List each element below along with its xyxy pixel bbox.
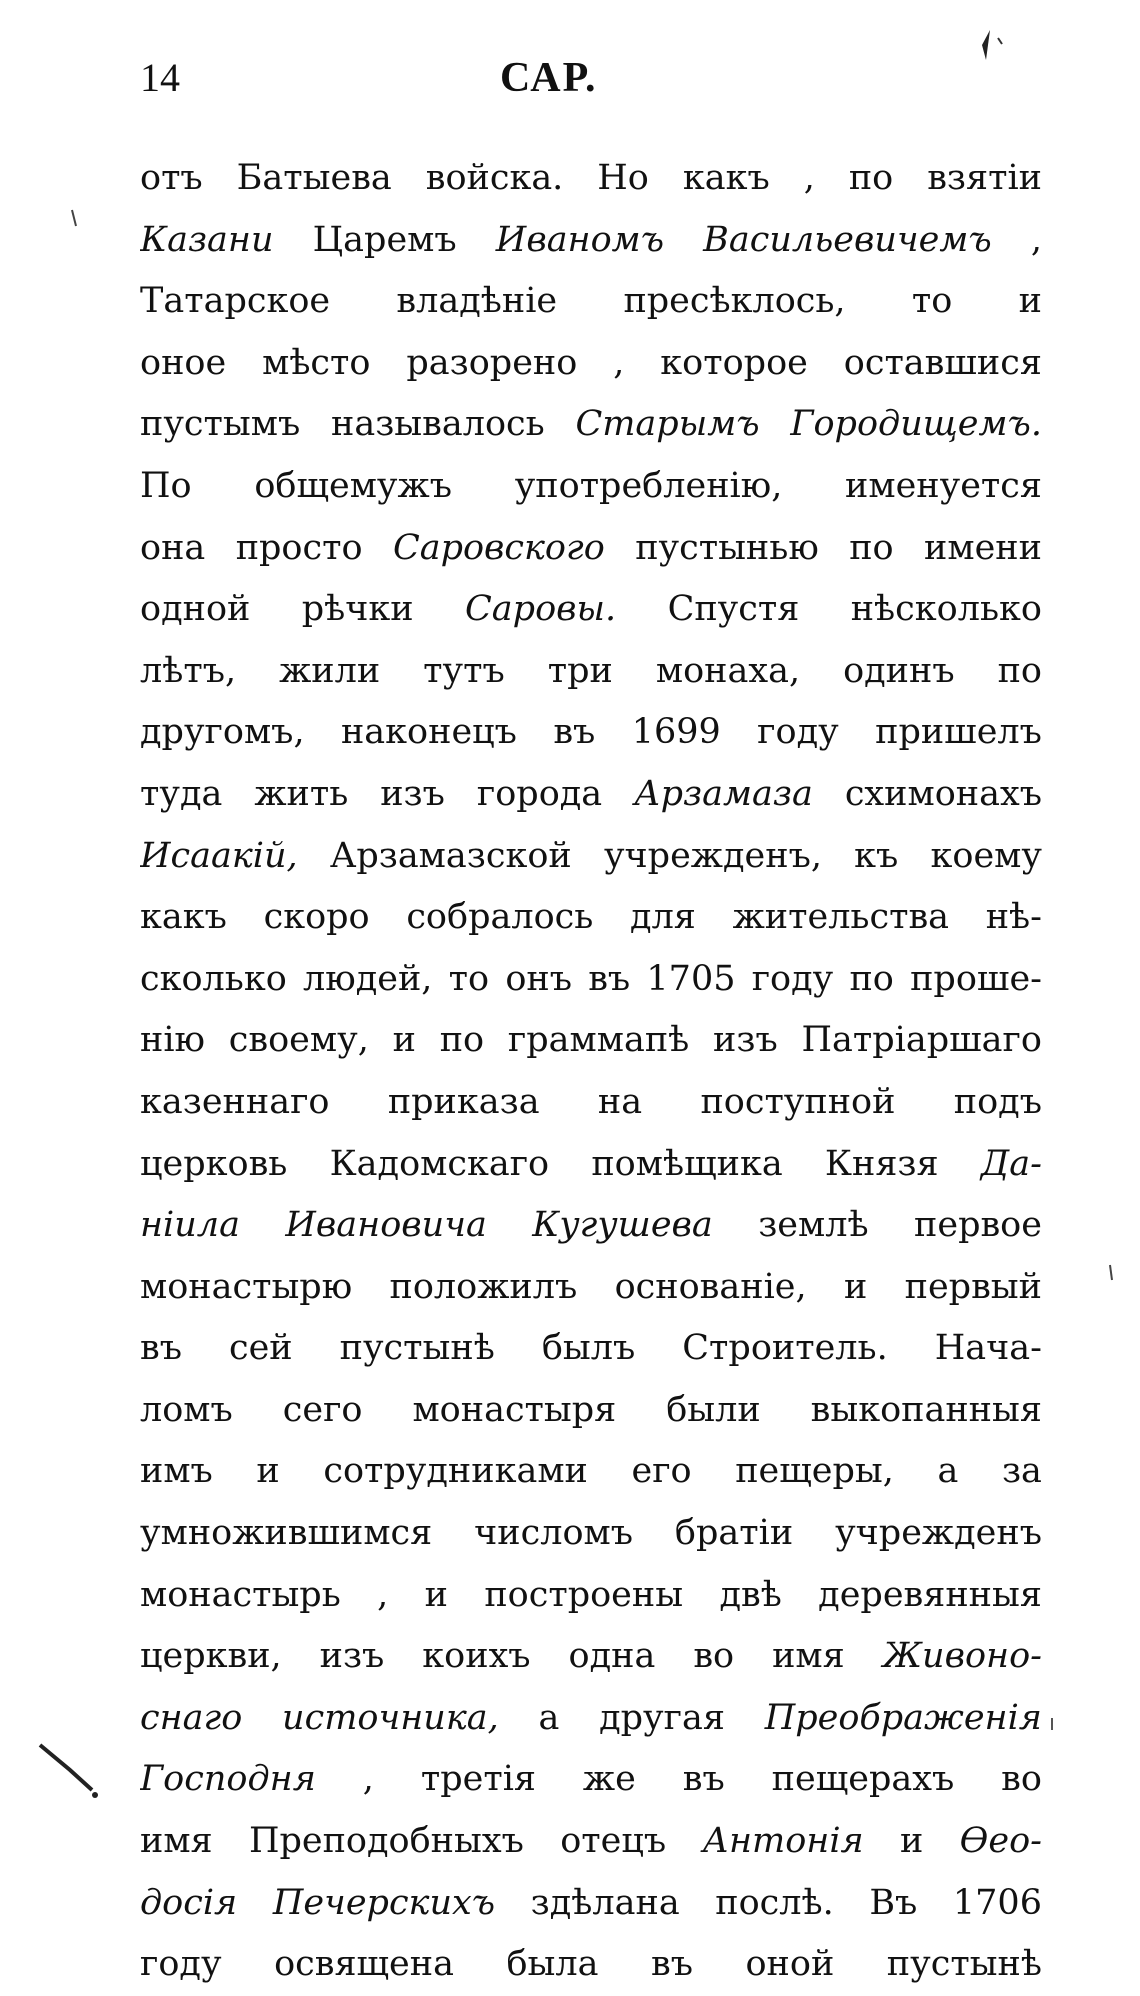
word: двѣ [719,1574,782,1615]
word: Кадомскаго [329,1143,550,1184]
word: послѣ. [715,1882,834,1923]
word: , [362,1759,374,1800]
word: и [424,1574,448,1615]
word: пустынью [635,527,819,568]
italic-word: Васильевичемъ [703,219,992,260]
word: употребленію, [514,465,783,506]
word: другомъ, [140,712,305,753]
word: сколько [140,958,287,999]
word: скоро [263,897,370,938]
word: учрежденъ [835,1513,1042,1554]
word: жили [279,650,381,691]
word: монаха, [655,650,801,691]
word: по [849,527,894,568]
word: 1705 [646,958,736,999]
italic-word: источника, [282,1697,499,1738]
word: Татарское [140,281,331,322]
word: владѣніе [396,281,558,322]
text-line [140,1257,1042,1319]
text-line [140,826,1042,888]
word: лѣтъ, [140,650,237,691]
word: его [631,1451,692,1492]
word: и [1018,281,1042,322]
text-line [140,579,1042,641]
word: была [506,1944,599,1985]
word: она [140,527,206,568]
word: 1706 [952,1882,1042,1923]
text-line [140,1626,1042,1688]
word: какъ [682,158,770,198]
word: мѣсто [262,342,371,383]
italic-word: Живоно- [882,1636,1042,1677]
word: коему [930,835,1042,876]
word: просто [235,527,363,568]
word: по [849,958,894,999]
text-line [140,1565,1042,1627]
word: жительства [732,897,950,938]
text-line [140,1318,1042,1380]
word: оной [745,1944,835,1985]
word: Патріаршаго [801,1020,1042,1061]
page-header [140,54,1040,114]
word: положилъ [389,1266,578,1307]
word: наконецъ [340,712,517,753]
word: нѣ- [985,897,1042,938]
italic-word: Господня [140,1759,316,1800]
text-line [140,1072,1042,1134]
word: во [693,1636,735,1677]
word: пресѣклось, [623,281,846,322]
italic-word: Городищемъ. [790,404,1042,445]
word: монастырь [140,1574,341,1615]
text-line [140,1749,1042,1811]
word: рѣчки [301,589,414,630]
word: , [613,342,625,383]
word: жить [254,773,349,814]
text-line [140,1688,1042,1750]
text-line [140,394,1042,456]
word: Царемъ [312,219,457,260]
text-line [140,887,1042,949]
word: по [848,158,894,198]
word: имя [772,1636,845,1677]
word: землѣ [758,1205,869,1246]
text-line [140,271,1042,333]
word: изъ [319,1636,385,1677]
text-line [140,1934,1042,1996]
word: нію [140,1020,205,1061]
word: церковь [140,1143,288,1184]
italic-word: Старымъ [575,404,760,445]
italic-word: снаго [140,1697,243,1738]
text-line [140,333,1042,395]
word: во [1001,1759,1042,1800]
ink-speck [998,38,1002,44]
word: здѣлана [530,1882,680,1923]
word: пустымъ [140,404,301,445]
word: былъ [541,1328,636,1369]
word: деревянныя [818,1574,1042,1615]
italic-word: Саровского [392,527,605,568]
word: Батыева [236,158,392,198]
word: По [140,465,192,506]
word: людей, [303,958,433,999]
italic-word: Саровы. [465,589,617,630]
word: тутъ [423,650,505,691]
ink-speck [1110,1265,1112,1280]
word: именуется [845,465,1042,506]
word: Князя [824,1143,939,1184]
word: Преподобныхъ [248,1821,524,1862]
word: въ [651,1944,693,1985]
word: братіи [674,1513,794,1554]
word: оное [140,342,227,383]
word: своему, [228,1020,369,1061]
word: , [1030,219,1042,260]
word: а [937,1451,959,1492]
text-line [140,1873,1042,1935]
text-line [140,1134,1042,1196]
word: граммапѣ [507,1020,690,1061]
italic-word: Печерскихъ [272,1882,496,1923]
word: то [911,281,953,322]
text-line [140,1503,1042,1565]
word: и [256,1451,280,1492]
word: какъ [140,897,227,938]
word: первый [904,1266,1042,1307]
text-line [140,1010,1042,1072]
word: и [392,1020,416,1061]
word: проше- [910,958,1042,999]
word: изъ [713,1020,778,1061]
text-line [140,764,1042,826]
italic-word: Иваномъ [495,219,665,260]
running-head: САР. [500,55,598,101]
word: подъ [953,1081,1042,1122]
word: на [597,1081,643,1122]
word: одна [568,1636,656,1677]
italic-word: Казани [140,219,274,260]
word: монастырю [140,1266,353,1307]
word: къ [854,835,899,876]
page-number: 14 [140,55,180,100]
italic-word: ніила [140,1205,240,1246]
word: имени [924,527,1042,568]
word: по [439,1020,485,1061]
italic-word: Антонія [702,1821,864,1862]
word: оставшися [843,342,1042,383]
word: числомъ [474,1513,634,1554]
word: войска. [425,158,564,198]
word: сотрудниками [323,1451,588,1492]
ink-speck [40,1745,92,1790]
word: Строитель. [682,1328,888,1369]
word: въ [553,712,596,753]
italic-word: Арзамаза [634,773,813,814]
word: одной [140,589,251,630]
word: называлось [331,404,545,445]
italic-word: Кугушева [532,1205,713,1246]
word: другая [599,1697,725,1738]
word: церкви, [140,1636,282,1677]
word: которое [660,342,808,383]
word: третія [420,1759,536,1800]
word: построены [484,1574,684,1615]
word: пришелъ [875,712,1042,753]
word: выкопанныя [810,1389,1042,1430]
word: пустынѣ [886,1944,1042,1985]
italic-word: Исаакій, [140,835,298,876]
word: одинъ [843,650,955,691]
text-line [140,148,1042,210]
word: пустынѣ [339,1328,495,1369]
word: ломъ [140,1389,233,1430]
word: взятіи [927,158,1042,198]
text-line [140,1441,1042,1503]
word: освящена [274,1944,454,1985]
word: помѣщика [591,1143,783,1184]
word: для [630,897,696,938]
word: сей [228,1328,293,1369]
word: Но [597,158,649,198]
word: году [751,958,834,999]
word: приказа [387,1081,540,1122]
text-line [140,949,1042,1011]
word: умножившимся [140,1513,433,1554]
word: году [757,712,839,753]
italic-word: Ивановича [285,1205,487,1246]
word: схимонахъ [844,773,1042,814]
word: Спустя [667,589,800,630]
word: общемужъ [254,465,452,506]
text-line [140,210,1042,272]
word: были [666,1389,761,1430]
word: пещеры, [735,1451,894,1492]
word: сего [282,1389,363,1430]
italic-word: Ѳео- [959,1821,1042,1862]
word: въ [140,1328,182,1369]
word: онъ [505,958,572,999]
word: году [140,1944,222,1985]
word: первое [914,1205,1042,1246]
word: отъ [140,158,203,198]
word: же [582,1759,636,1800]
text-line [140,641,1042,703]
text-line [140,518,1042,580]
word: а [538,1697,560,1738]
word: Арзамазской [329,835,572,876]
word: собралось [406,897,594,938]
word: Въ [869,1882,918,1923]
word: имъ [140,1451,213,1492]
italic-word: досія [140,1882,238,1923]
word: въ [588,958,631,999]
word: нѣсколько [850,589,1042,630]
ink-speck [92,1792,98,1798]
text-line [140,702,1042,764]
word: учрежденъ, [603,835,822,876]
text-line [140,1195,1042,1257]
word: и [843,1266,868,1307]
word: туда [140,773,223,814]
word: казеннаго [140,1081,330,1122]
word: поступной [700,1081,896,1122]
word: имя [140,1821,213,1862]
word: пещерахъ [771,1759,955,1800]
word: , [377,1574,389,1615]
italic-word: Преображенія [764,1697,1042,1738]
word: основаніе, [614,1266,807,1307]
word: то [448,958,490,999]
ink-speck [72,210,76,226]
word: и [900,1821,924,1862]
word: 1699 [631,712,721,753]
word: коихъ [422,1636,531,1677]
word: монастыря [412,1389,617,1430]
word: разорено [406,342,578,383]
text-line [140,456,1042,518]
text-line [140,1380,1042,1442]
text-line [140,1811,1042,1873]
italic-word: Да- [980,1143,1042,1184]
word: города [476,773,603,814]
word: по [997,650,1042,691]
word: , [803,158,815,198]
word: Нача- [934,1328,1042,1369]
body-text [140,148,1042,1996]
word: изъ [380,773,445,814]
word: отецъ [560,1821,667,1862]
word: три [547,650,613,691]
word: за [1001,1451,1042,1492]
word: въ [682,1759,725,1800]
